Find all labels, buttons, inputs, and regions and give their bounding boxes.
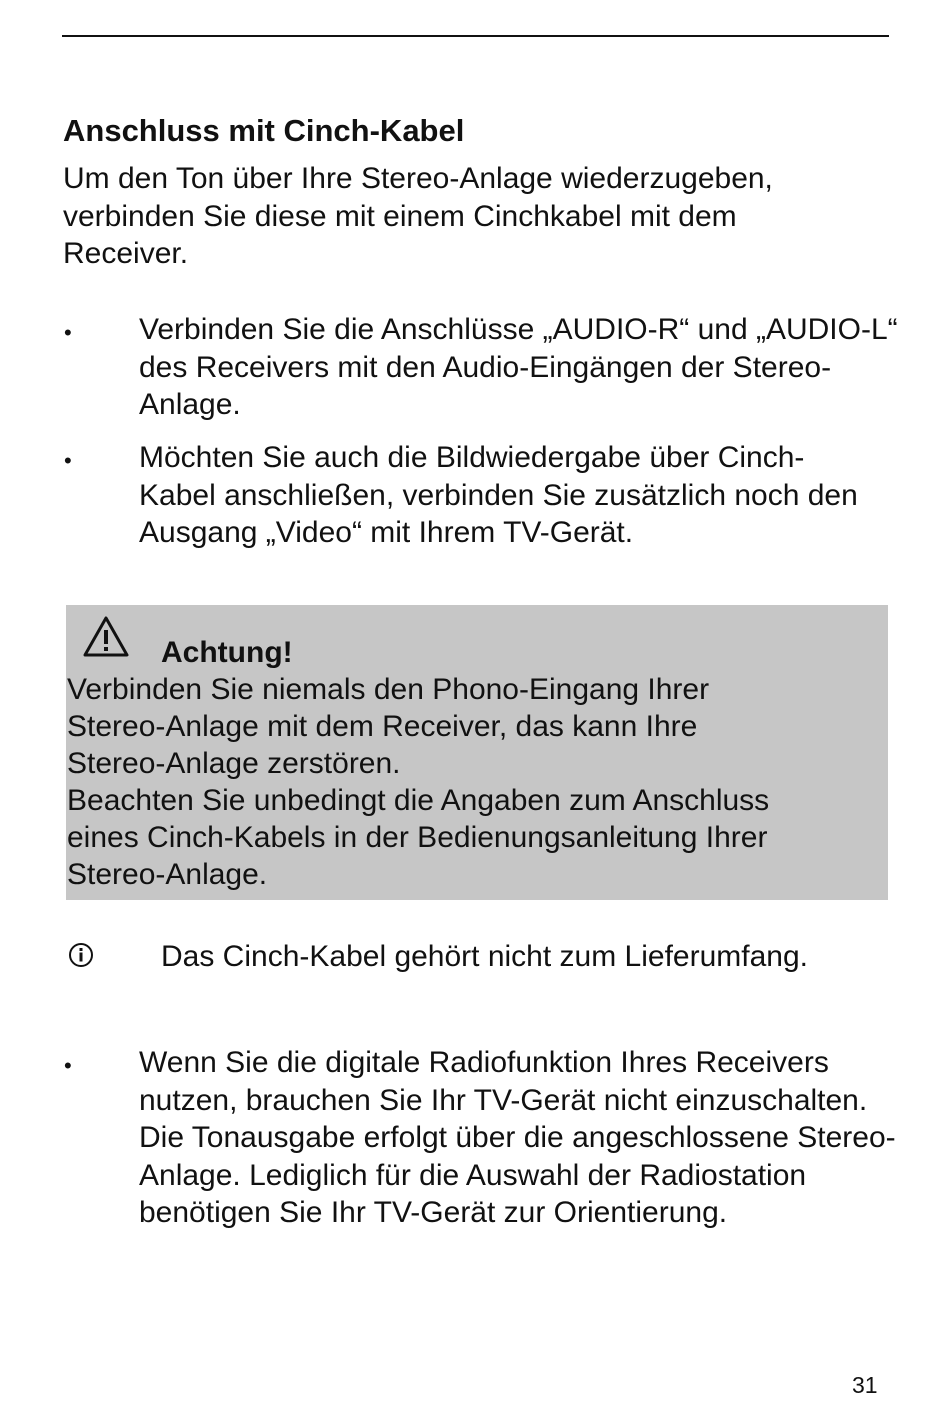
info-icon (68, 942, 94, 968)
bullet-item-radio: Wenn Sie die digitale Radiofunktion Ihres Receivers nutzen, brauchen Sie Ihr TV-Gerät nicht einzuschalten. Die Tonausgabe erfolgt über die angeschlossene Stereo-Anlage. Lediglich für die Auswahl der Radiostation benötigen Sie Ihr TV-Gerät zur Orientierung. (139, 1046, 896, 1229)
page-number: 31 (852, 1372, 878, 1398)
bullet-marker: • (64, 1053, 72, 1078)
warning-text-2: Beachten Sie unbedingt die Angaben zum Anschluss eines Cinch-Kabels in der Bedienungsanleitung Ihrer Stereo-Anlage. (67, 784, 770, 891)
bullet-item-video: Möchten Sie auch die Bildwiedergabe über Cinch-Kabel anschließen, verbinden Sie zusätzlich noch den Ausgang „Video“ mit Ihrem TV-Gerät. (139, 441, 858, 549)
intro-paragraph: Um den Ton über Ihre Stereo-Anlage wiederzugeben, verbinden Sie diese mit einem Cinchkabel mit dem Receiver. (63, 162, 773, 270)
warning-text (67, 671, 882, 893)
warning-title: Achtung! (161, 636, 293, 669)
bullet-marker: • (64, 448, 72, 473)
warning-triangle-icon (82, 615, 130, 659)
note-text: Das Cinch-Kabel gehört nicht zum Lieferumfang. (161, 940, 808, 973)
top-rule (62, 35, 889, 37)
bullet-marker: • (64, 320, 72, 345)
warning-text-1: Verbinden Sie niemals den Phono-Eingang Ihrer Stereo-Anlage mit dem Receiver, das kann Ihre Stereo-Anlage zerstören. (67, 673, 710, 780)
section-heading: Anschluss mit Cinch-Kabel (63, 113, 465, 148)
bullet-item-audio: Verbinden Sie die Anschlüsse „AUDIO-R“ und „AUDIO-L“ des Receivers mit den Audio-Eingängen der Stereo-Anlage. (139, 313, 898, 421)
